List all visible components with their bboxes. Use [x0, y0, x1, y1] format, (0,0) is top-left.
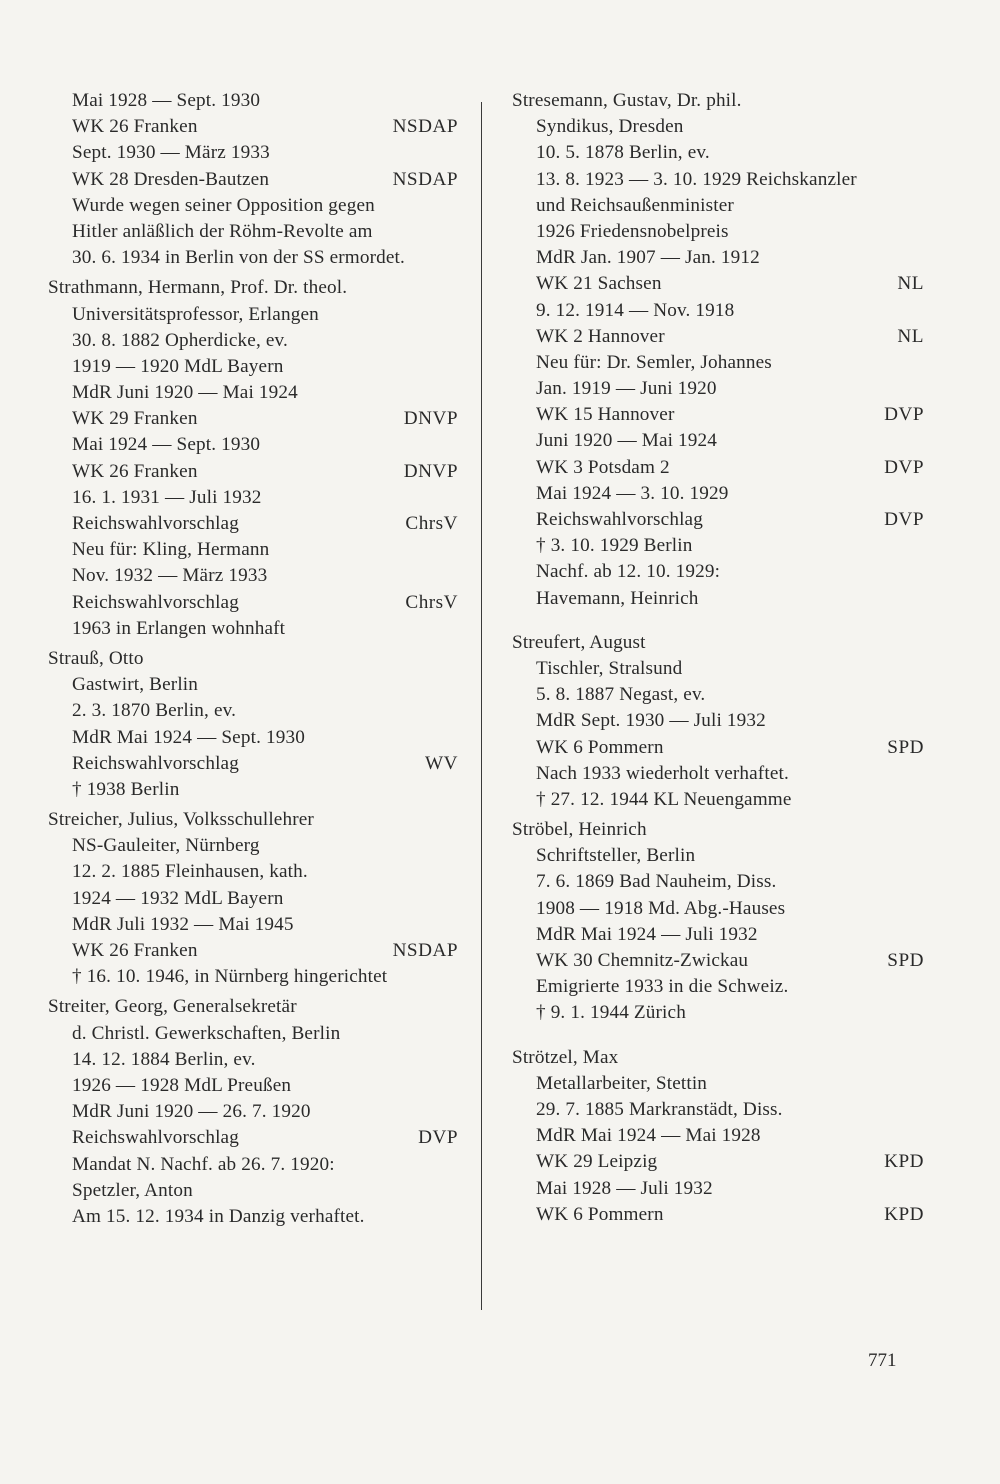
entry-line [512, 922, 924, 948]
entry-text: Nachf. ab 12. 10. 1929: [536, 561, 721, 583]
entry-text: 14. 12. 1884 Berlin, ev. [72, 1048, 256, 1070]
entry-gap [512, 1027, 924, 1045]
entry-text: WK 26 Franken [72, 116, 198, 138]
party-label: DVP [884, 456, 924, 478]
biography-entry [512, 630, 924, 813]
entry-text: 16. 1. 1931 — Juli 1932 [72, 486, 262, 508]
entry-line [48, 328, 458, 354]
entry-text: Schriftsteller, Berlin [536, 845, 696, 867]
entry-name [512, 630, 924, 656]
entry-name [512, 817, 924, 843]
entry-line [512, 896, 924, 922]
entry-text: Neu für: Dr. Semler, Johannes [536, 351, 772, 373]
entry-line [512, 402, 924, 428]
entry-text: Nach 1933 wiederholt verhaftet. [536, 762, 789, 784]
party-label: ChrsV [405, 513, 458, 534]
entry-text: 10. 5. 1878 Berlin, ev. [536, 142, 710, 164]
entry-line [48, 1125, 458, 1151]
entry-line [48, 912, 458, 938]
entry-line [512, 559, 924, 585]
entry-line [48, 167, 458, 193]
biography-entry [48, 275, 458, 642]
party-label: NSDAP [392, 116, 458, 138]
entry-text: WK 3 Potsdam 2 [536, 456, 670, 478]
party-label: NSDAP [392, 168, 458, 190]
entry-line [48, 193, 458, 219]
biography-entry [48, 807, 458, 990]
entry-text: † 3. 10. 1929 Berlin [536, 535, 693, 557]
entry-line [512, 533, 924, 559]
entry-name [48, 807, 458, 833]
entry-name [512, 88, 924, 114]
entry-line [48, 219, 458, 245]
entry-line [48, 485, 458, 511]
entry-text: 1908 — 1918 Md. Abg.-Hauses [536, 897, 786, 919]
entry-name [48, 275, 458, 301]
entry-text: Strathmann, Hermann, Prof. Dr. theol. [48, 277, 348, 299]
entry-line [512, 948, 924, 974]
entry-text: WK 30 Chemnitz-Zwickau [536, 950, 749, 971]
entry-text: Mai 1924 — 3. 10. 1929 [536, 482, 729, 504]
entry-line [48, 354, 458, 380]
entry-line [48, 114, 458, 140]
entry-text: WK 28 Dresden-Bautzen [72, 168, 270, 190]
entry-line [48, 511, 458, 537]
entry-line [512, 245, 924, 271]
entry-text: Syndikus, Dresden [536, 116, 684, 138]
biography-entry [512, 817, 924, 1027]
entry-text: MdR Juni 1920 — Mai 1924 [72, 382, 298, 404]
entry-line [512, 787, 924, 813]
entry-name [48, 646, 458, 672]
entry-text: Tischler, Stralsund [536, 657, 683, 679]
entry-line [512, 376, 924, 402]
entry-text: 30. 8. 1882 Opherdicke, ev. [72, 329, 288, 351]
entry-line [48, 563, 458, 589]
entry-text: 7. 6. 1869 Bad Nauheim, Diss. [536, 871, 777, 893]
entry-line [48, 380, 458, 406]
party-label: SPD [887, 736, 924, 758]
entry-text: WK 6 Pommern [536, 736, 664, 758]
entry-text: WK 26 Franken [72, 460, 198, 482]
entry-text: 2. 3. 1870 Berlin, ev. [72, 700, 237, 722]
entry-text: MdR Jan. 1907 — Jan. 1912 [536, 247, 760, 269]
entry-text: WK 6 Pommern [536, 1203, 664, 1225]
biography-entry [512, 88, 924, 612]
entry-line [48, 537, 458, 563]
entry-text: Reichswahlvorschlag [72, 591, 239, 613]
entry-text: † 27. 12. 1944 KL Neuengamme [536, 788, 792, 810]
entry-text: d. Christl. Gewerkschaften, Berlin [72, 1022, 341, 1044]
entry-line [512, 1176, 924, 1202]
entry-line [48, 1152, 458, 1178]
entry-line [512, 167, 924, 193]
party-label: KPD [884, 1203, 924, 1225]
entry-line [48, 777, 458, 803]
entry-line [512, 481, 924, 507]
entry-line [512, 761, 924, 787]
entry-line [512, 586, 924, 612]
entry-line [512, 843, 924, 869]
entry-text: MdR Juni 1920 — 26. 7. 1920 [72, 1101, 311, 1123]
entry-text: NS-Gauleiter, Nürnberg [72, 835, 260, 857]
entry-line [48, 1178, 458, 1204]
entry-text: WK 15 Hannover [536, 404, 675, 426]
entry-line [512, 735, 924, 761]
biography-entry [512, 1045, 924, 1228]
entry-line [512, 324, 924, 350]
entry-line [512, 1149, 924, 1175]
entry-line [512, 1123, 924, 1149]
entry-text: Mai 1928 — Sept. 1930 [72, 90, 261, 111]
entry-line [512, 507, 924, 533]
entry-line [512, 350, 924, 376]
party-label: NL [897, 325, 924, 347]
biography-entry [48, 646, 458, 803]
entry-text: und Reichsaußenminister [536, 194, 734, 216]
entry-text: MdR Mai 1924 — Juli 1932 [536, 923, 758, 945]
entry-line [48, 833, 458, 859]
entry-text: WK 21 Sachsen [536, 273, 662, 295]
entry-text: † 16. 10. 1946, in Nürnberg hingerichtet [72, 966, 388, 988]
party-label: SPD [887, 950, 924, 971]
entry-text: 29. 7. 1885 Markranstädt, Diss. [536, 1098, 783, 1120]
entry-line [512, 428, 924, 454]
entry-line [48, 590, 458, 616]
page-number: 771 [868, 1350, 897, 1371]
entry-text: † 9. 1. 1944 Zürich [536, 1002, 686, 1024]
entry-line [48, 725, 458, 751]
entry-line [48, 1047, 458, 1073]
entry-text: Strauß, Otto [48, 647, 144, 669]
entry-text: 1926 — 1928 MdL Preußen [72, 1074, 292, 1096]
entry-text: Reichswahlvorschlag [72, 752, 239, 774]
entry-text: Mai 1924 — Sept. 1930 [72, 434, 261, 456]
entry-text: Havemann, Heinrich [536, 587, 699, 609]
party-label: ChrsV [405, 591, 458, 613]
entry-gap [512, 612, 924, 630]
entry-text: Streiter, Georg, Generalsekretär [48, 996, 297, 1018]
entry-text: MdR Juli 1932 — Mai 1945 [72, 913, 294, 935]
entry-text: 1919 — 1920 MdL Bayern [72, 355, 284, 377]
entry-line [48, 302, 458, 328]
entry-text: Juni 1920 — Mai 1924 [536, 430, 718, 452]
entry-text: Metallarbeiter, Stettin [536, 1072, 708, 1094]
entry-text: WK 29 Franken [72, 408, 198, 430]
entry-line [512, 140, 924, 166]
entry-text: 12. 2. 1885 Fleinhausen, kath. [72, 861, 308, 883]
entry-text: WK 2 Hannover [536, 325, 665, 347]
entry-text: 1926 Friedensnobelpreis [536, 220, 729, 242]
entry-text: Nov. 1932 — März 1933 [72, 565, 268, 587]
entry-text: 9. 12. 1914 — Nov. 1918 [536, 299, 735, 321]
entry-text: Reichswahlvorschlag [536, 509, 703, 530]
entry-line [512, 974, 924, 1000]
entry-text: MdR Sept. 1930 — Juli 1932 [536, 710, 766, 732]
party-label: NL [897, 273, 924, 295]
entry-line [48, 672, 458, 698]
entry-line [48, 751, 458, 777]
entry-line [512, 298, 924, 324]
entry-line [512, 708, 924, 734]
entry-text: Neu für: Kling, Hermann [72, 539, 270, 561]
entry-text: Universitätsprofessor, Erlangen [72, 303, 319, 325]
entry-line [512, 682, 924, 708]
party-label: NSDAP [392, 940, 458, 961]
entry-text: Strötzel, Max [512, 1046, 619, 1068]
entry-text: Jan. 1919 — Juni 1920 [536, 378, 717, 400]
entry-text: 30. 6. 1934 in Berlin von der SS ermordet. [72, 247, 405, 269]
entry-text: WK 29 Leipzig [536, 1151, 658, 1173]
entry-line [48, 1204, 458, 1230]
entry-line [48, 432, 458, 458]
entry-line [48, 938, 458, 964]
entry-line [48, 88, 458, 114]
entry-line [512, 193, 924, 219]
entry-text: Stresemann, Gustav, Dr. phil. [512, 90, 742, 111]
party-label: DVP [884, 509, 924, 530]
entry-text: Reichswahlvorschlag [72, 513, 239, 534]
party-label: KPD [884, 1151, 924, 1173]
entry-text: Wurde wegen seiner Opposition gegen [72, 194, 375, 216]
entry-text: Spetzler, Anton [72, 1179, 193, 1201]
entry-text: † 1938 Berlin [72, 778, 180, 800]
entry-name [48, 994, 458, 1020]
column-divider [481, 102, 482, 1310]
entry-line [48, 1099, 458, 1125]
left-column [48, 88, 458, 1230]
entry-text: Mandat N. Nachf. ab 26. 7. 1920: [72, 1153, 335, 1175]
party-label: DNVP [403, 408, 458, 430]
entry-line [48, 245, 458, 271]
entry-line [512, 1202, 924, 1228]
entry-text: Streicher, Julius, Volksschullehrer [48, 809, 314, 831]
entry-text: Sept. 1930 — März 1933 [72, 142, 270, 164]
entry-line [48, 1021, 458, 1047]
entry-text: Streufert, August [512, 631, 646, 653]
entry-line [48, 698, 458, 724]
entry-line [512, 1071, 924, 1097]
entry-line [48, 140, 458, 166]
entry-text: Ströbel, Heinrich [512, 819, 647, 841]
entry-text: MdR Mai 1924 — Mai 1928 [536, 1125, 761, 1147]
entry-text: Am 15. 12. 1934 in Danzig verhaftet. [72, 1205, 365, 1227]
entry-line [48, 964, 458, 990]
entry-text: 1963 in Erlangen wohnhaft [72, 617, 286, 639]
entry-line [512, 271, 924, 297]
entry-line [512, 455, 924, 481]
entry-line [512, 869, 924, 895]
entry-text: WK 26 Franken [72, 940, 198, 961]
party-label: DVP [418, 1127, 458, 1149]
party-label: WV [425, 752, 458, 774]
entry-text: Reichswahlvorschlag [72, 1127, 239, 1149]
entry-text: Gastwirt, Berlin [72, 674, 199, 696]
entry-text: Mai 1928 — Juli 1932 [536, 1177, 713, 1199]
entry-line [48, 859, 458, 885]
entry-line [512, 114, 924, 140]
entry-text: Emigrierte 1933 in die Schweiz. [536, 976, 789, 998]
entry-text: 5. 8. 1887 Negast, ev. [536, 684, 706, 706]
biography-entry [48, 994, 458, 1230]
party-label: DNVP [403, 460, 458, 482]
entry-line [512, 656, 924, 682]
entry-line [48, 616, 458, 642]
entry-name [512, 1045, 924, 1071]
entry-line [48, 406, 458, 432]
entry-text: Hitler anläßlich der Röhm-Revolte am [72, 220, 373, 242]
entry-line [48, 1073, 458, 1099]
entry-text: 1924 — 1932 MdL Bayern [72, 887, 284, 909]
entry-line [512, 219, 924, 245]
biography-entry [48, 88, 458, 271]
entry-line [48, 886, 458, 912]
entry-line [512, 1097, 924, 1123]
entry-line [48, 459, 458, 485]
entry-line [512, 1000, 924, 1026]
party-label: DVP [884, 404, 924, 426]
entry-text: 13. 8. 1923 — 3. 10. 1929 Reichskanzler [536, 168, 857, 190]
right-column [512, 88, 924, 1228]
entry-text: MdR Mai 1924 — Sept. 1930 [72, 726, 305, 748]
